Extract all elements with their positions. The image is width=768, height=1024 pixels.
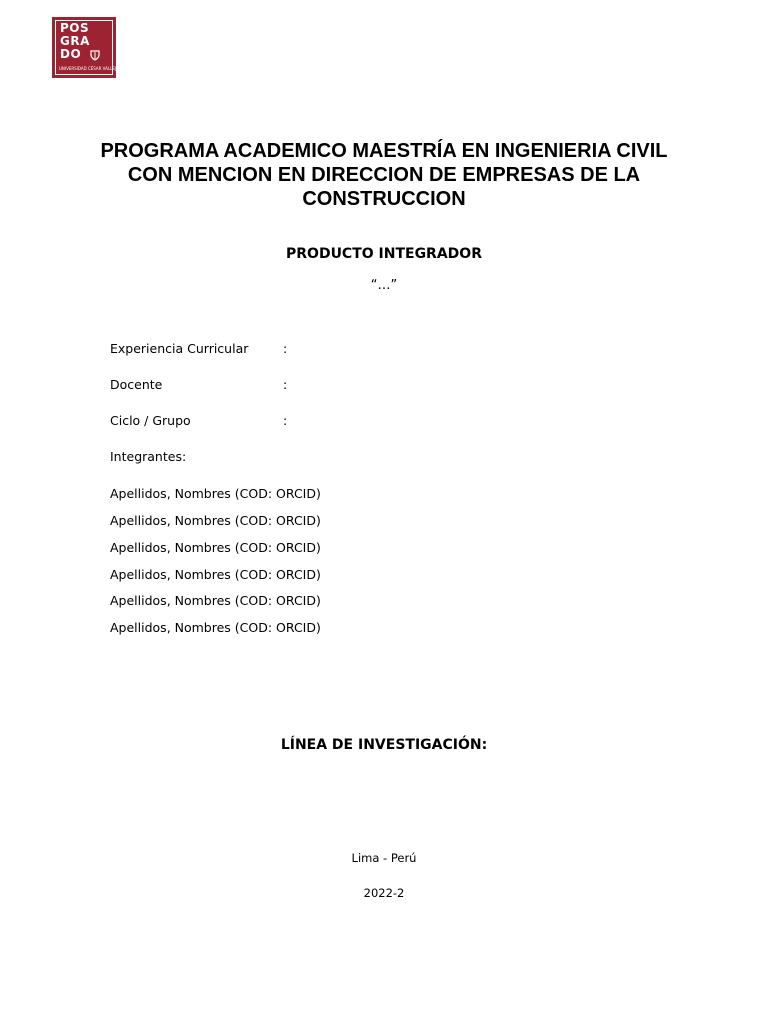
member-entry: Apellidos, Nombres (COD: ORCID) bbox=[110, 593, 321, 608]
member-entry: Apellidos, Nombres (COD: ORCID) bbox=[110, 540, 321, 555]
place: Lima - Perú bbox=[351, 851, 417, 865]
member-entry: Apellidos, Nombres (COD: ORCID) bbox=[110, 486, 321, 501]
program-title: PROGRAMA ACADEMICO MAESTRÍA EN INGENIERIA CIVIL CON MENCION EN DIRECCION DE EMPRESAS DE LA CONSTRUCCION bbox=[100, 140, 668, 210]
year: 2022-2 bbox=[363, 886, 405, 900]
logo-text: POS GRA DO bbox=[60, 21, 90, 61]
product-title-placeholder: “…” bbox=[370, 278, 398, 293]
members-label: Integrantes: bbox=[110, 449, 187, 464]
field-label-ciclo-grupo: Ciclo / Grupo bbox=[110, 413, 191, 428]
field-colon: : bbox=[283, 341, 288, 356]
member-entry: Apellidos, Nombres (COD: ORCID) bbox=[110, 567, 321, 582]
field-label-docente: Docente bbox=[110, 377, 163, 392]
shield-icon bbox=[90, 50, 100, 61]
member-entry: Apellidos, Nombres (COD: ORCID) bbox=[110, 620, 321, 635]
document-type-heading: PRODUCTO INTEGRADOR bbox=[286, 246, 482, 262]
field-colon: : bbox=[283, 413, 288, 428]
field-label-experiencia: Experiencia Curricular bbox=[110, 341, 249, 356]
posgrado-logo bbox=[52, 17, 120, 78]
field-colon: : bbox=[283, 377, 288, 392]
member-entry: Apellidos, Nombres (COD: ORCID) bbox=[110, 513, 321, 528]
research-line-heading: LÍNEA DE INVESTIGACIÓN: bbox=[280, 737, 488, 753]
logo-subtext: UNIVERSIDAD CÉSAR VALLEJO bbox=[59, 66, 120, 71]
